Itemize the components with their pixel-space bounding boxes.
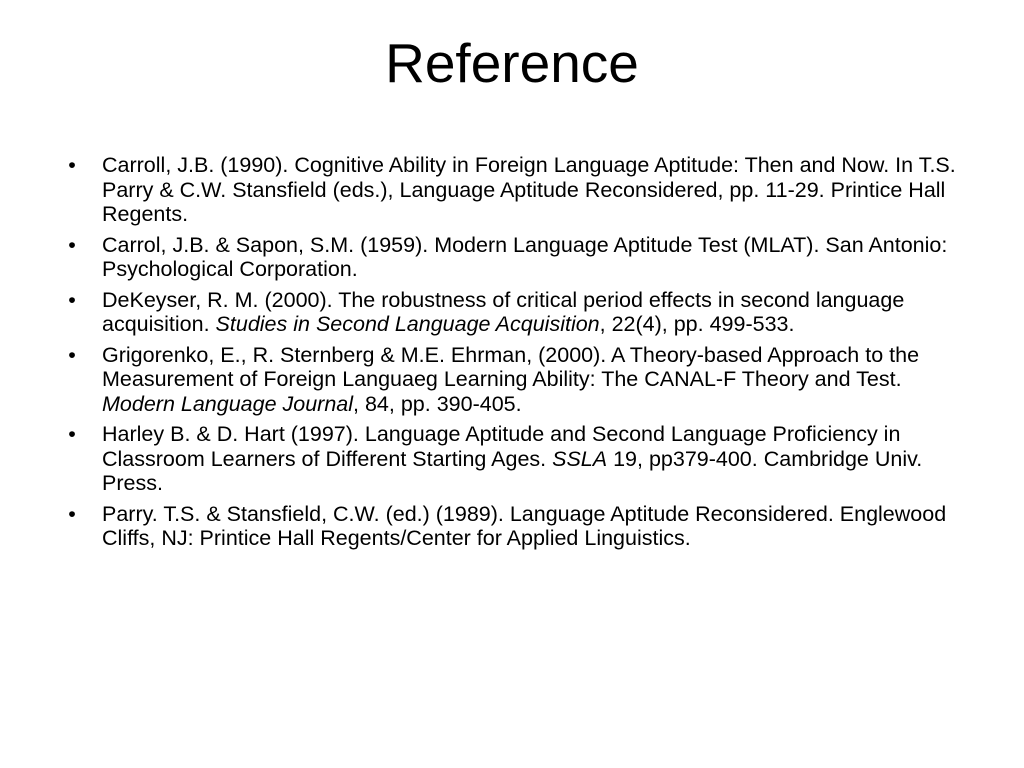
reference-text bbox=[102, 422, 922, 495]
reference-text bbox=[102, 288, 904, 337]
reference-item bbox=[68, 501, 972, 551]
reference-item bbox=[68, 422, 972, 496]
bullet-icon: • bbox=[68, 501, 76, 526]
reference-journal: Studies in Second Language Acquisition bbox=[215, 312, 600, 336]
reference-text bbox=[102, 502, 946, 551]
reference-text-main: Carrol, J.B. & Sapon, S.M. (1959). Modern Language Aptitude Test (MLAT). San Antonio: Psychological Corporation. bbox=[102, 232, 948, 281]
reference-item bbox=[68, 287, 972, 337]
reference-text-main: Parry. T.S. & Stansfield, C.W. (ed.) (1989). Language Aptitude Reconsidered. Englewood Cliffs, NJ: Printice Hall Regents/Center for Applied Linguistics. bbox=[102, 501, 947, 550]
bullet-icon: • bbox=[68, 342, 76, 367]
reference-journal: SSLA bbox=[552, 446, 608, 471]
bullet-icon: • bbox=[68, 422, 76, 446]
bullet-icon: • bbox=[68, 153, 76, 177]
reference-item bbox=[68, 232, 972, 282]
reference-text-tail: , 22(4), pp. 499-533. bbox=[599, 312, 795, 336]
reference-text bbox=[102, 153, 956, 226]
reference-item bbox=[68, 153, 972, 227]
bullet-icon: • bbox=[68, 287, 76, 312]
reference-text-main: Harley B. & D. Hart (1997). Language Aptitude and Second Language Proficiency in Classroom Learners of Different Starting Ages. bbox=[102, 422, 901, 471]
reference-journal: Modern Language Journal bbox=[102, 391, 354, 416]
reference-item bbox=[68, 342, 972, 417]
bullet-icon: • bbox=[68, 232, 76, 257]
slide-title: Reference bbox=[385, 32, 639, 94]
reference-text-main: DeKeyser, R. M. (2000). The robustness of critical period effects in second language acquisition. bbox=[102, 287, 905, 336]
reference-text bbox=[102, 233, 947, 282]
reference-text bbox=[102, 343, 919, 416]
reference-text-tail: 19, pp379-400. Cambridge Univ. Press. bbox=[102, 446, 923, 495]
reference-text-tail: , 84, pp. 390-405. bbox=[353, 391, 522, 416]
reference-text-main: Grigorenko, E., R. Sternberg & M.E. Ehrman, (2000). A Theory-based Approach to the Measurement of Foreign Languaeg Learning Ability: The CANAL-F Theory and Test. bbox=[102, 342, 920, 391]
reference-list bbox=[68, 153, 972, 557]
reference-text-main: Carroll, J.B. (1990). Cognitive Ability in Foreign Language Aptitude: Then and Now. In T.S. Parry & C.W. Stansfield (eds.), Language Aptitude Reconsidered, pp. 11-29. Printice Hall Regents. bbox=[102, 153, 956, 226]
